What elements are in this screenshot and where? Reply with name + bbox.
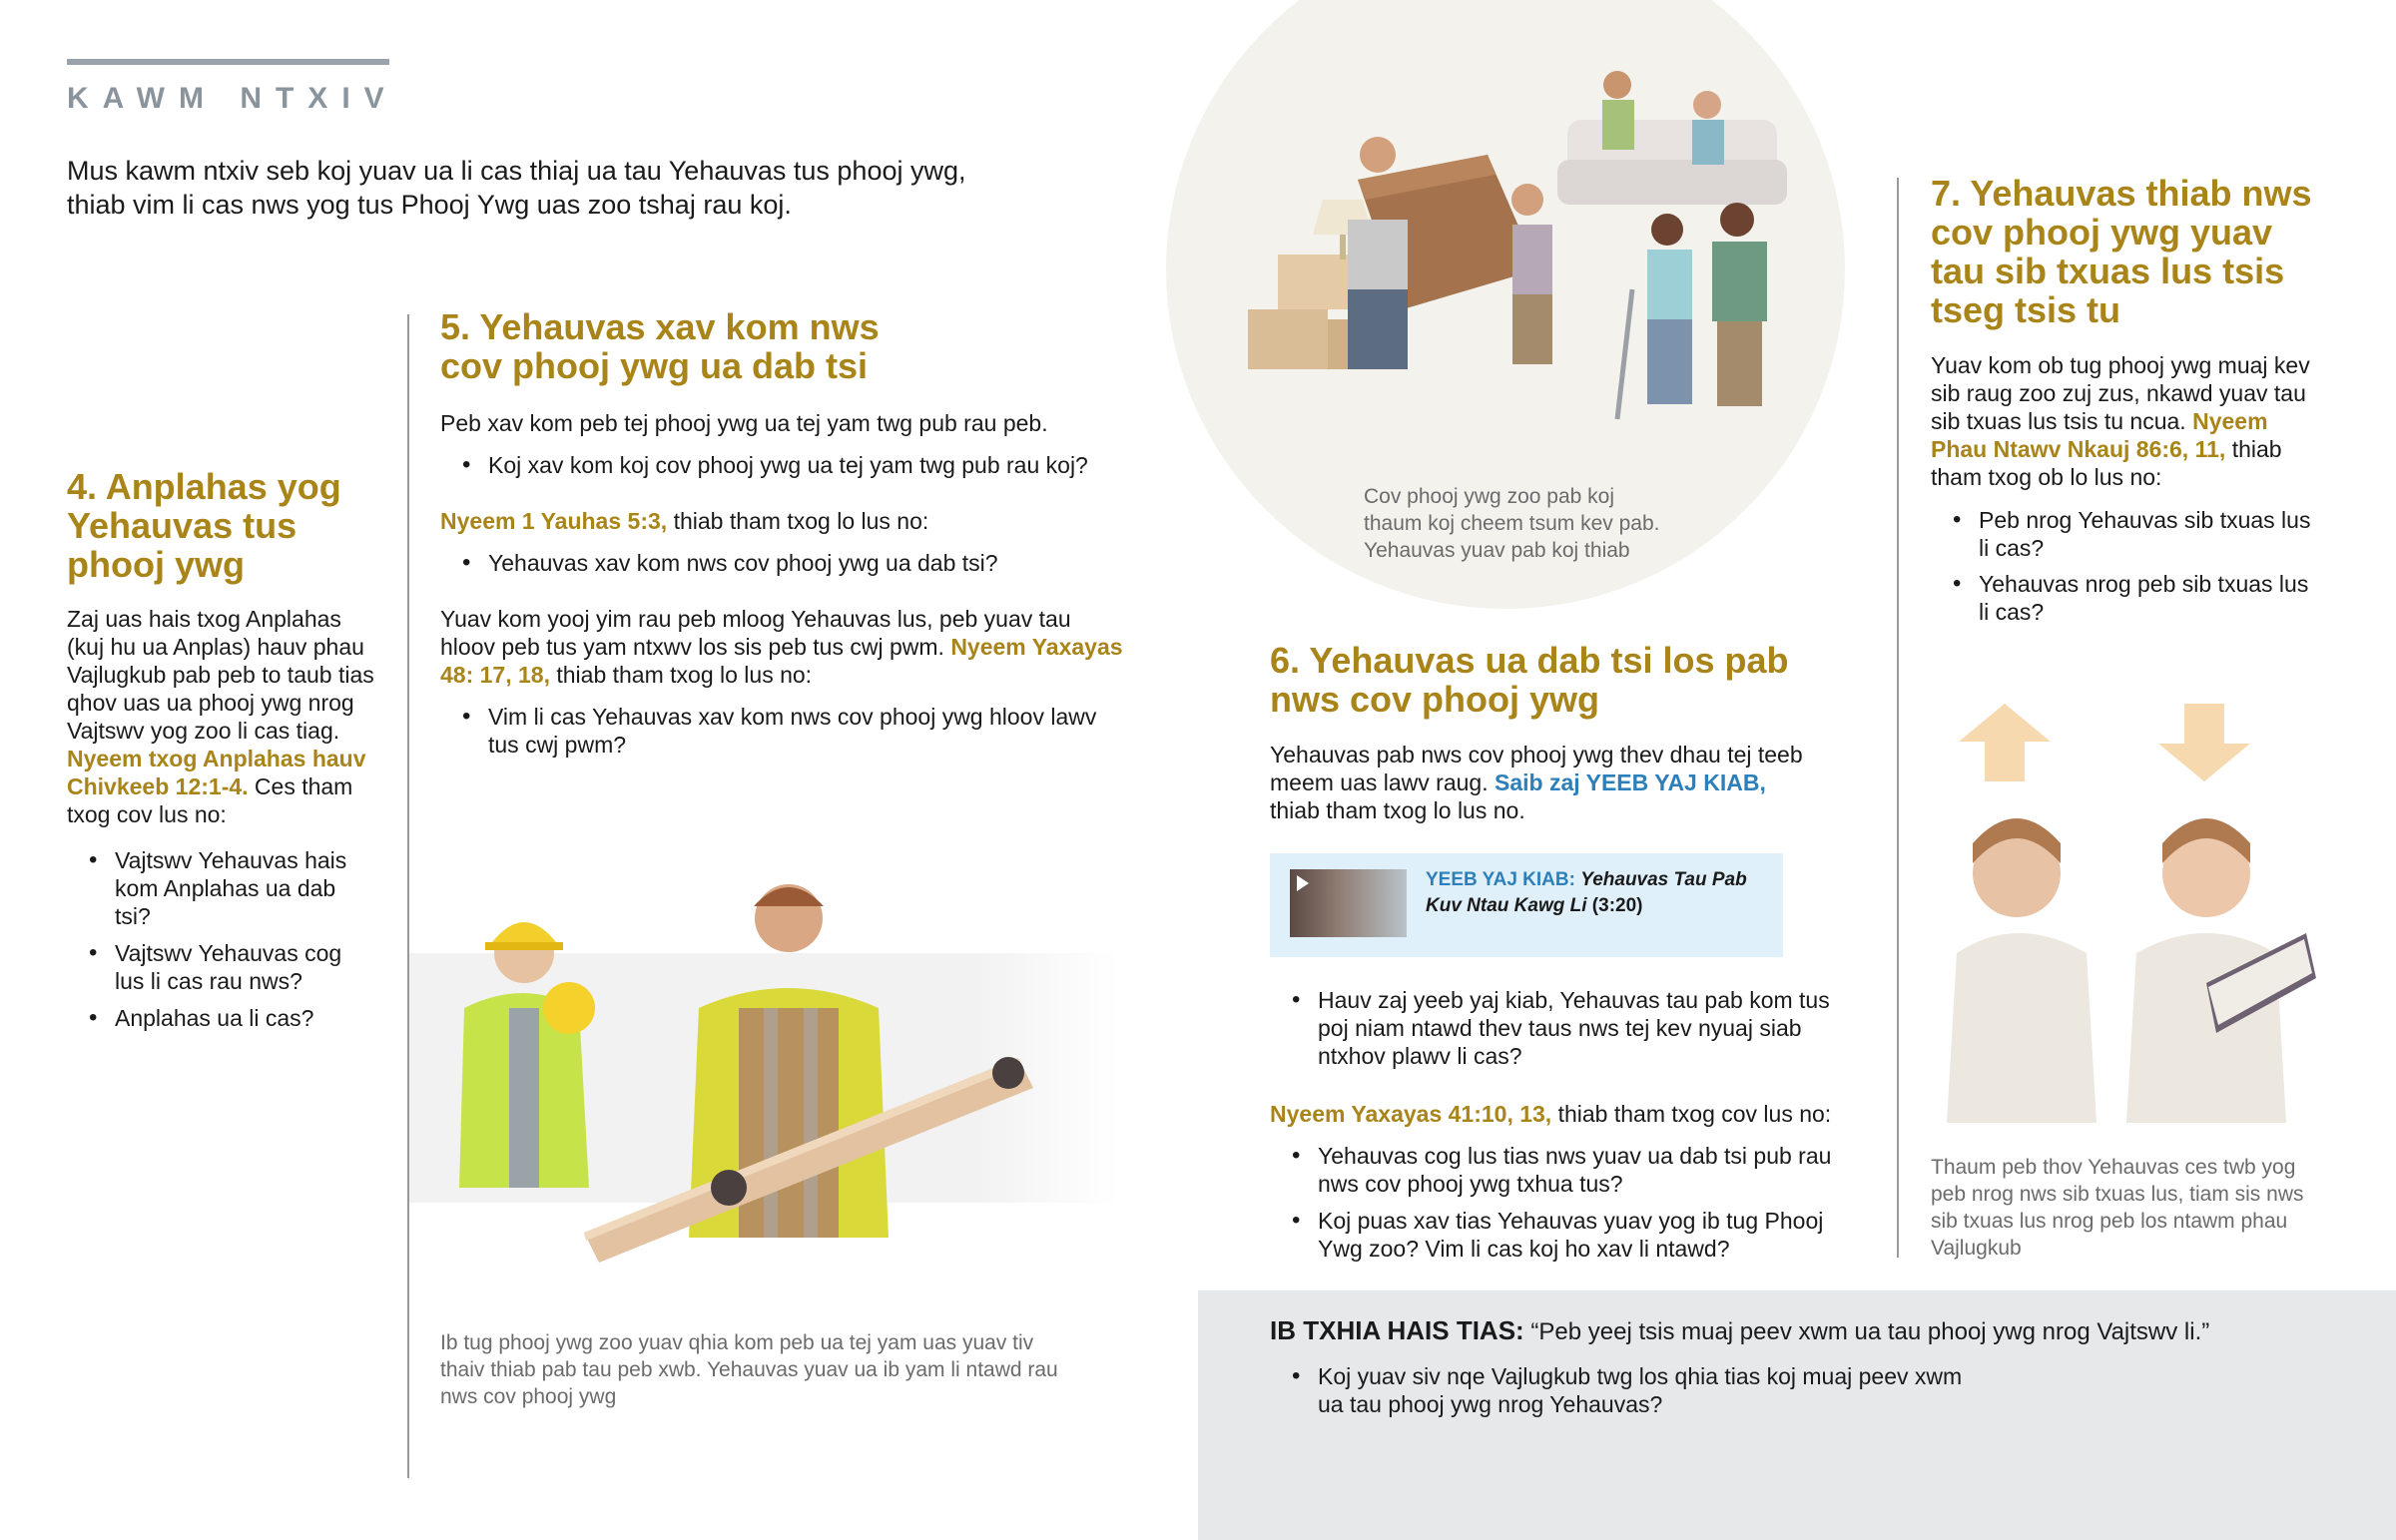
s5-after2: thiab tham txog lo lus no: (673, 508, 929, 534)
s4-body (67, 605, 376, 828)
column-divider (1897, 178, 1899, 1258)
illustration-construction-workers (409, 858, 1118, 1307)
video-thumbnail[interactable] (1290, 869, 1407, 937)
s4-questions (67, 846, 366, 1032)
s5-question: • Koj xav kom koj cov phooj ywg ua tej yam twg pub rau koj? (440, 451, 1139, 479)
arrow-down-icon (2158, 704, 2250, 781)
s6-p1-text: Yehauvas pab nws cov phooj ywg thev dhau tej teeb meem uas lawv raug. (1270, 742, 1803, 795)
s7-caption: Thaum peb thov Yehauvas ces twb yog peb nrog nws sib txuas lus, tiam sis nws sib txuas lus nrog peb los ntawm phau Vajlugkub (1931, 1156, 2304, 1260)
s5-question: • Yehauvas xav kom nws cov phooj ywg ua dab tsi? (440, 549, 1139, 577)
arrow-up-icon (1959, 704, 2051, 781)
s5-p3 (440, 605, 1129, 689)
s6-question: • Yehauvas cog lus tias nws yuav ua dab tsi pub rau nws cov phooj ywg txhua tus? (1270, 1142, 1849, 1198)
s6-ref2[interactable]: Nyeem Yaxayas 41:10, 13, (1270, 1101, 1552, 1127)
s6-question: • Koj puas xav tias Yehauvas yuav yog ib tug Phooj Ywg zoo? Vim li cas koj ho xav li ntawd? (1270, 1207, 1849, 1263)
s7-ref[interactable]: Nyeem Phau Ntawv Nkauj 86:6, 11, (1931, 408, 2268, 462)
s4-question: • Vajtswv Yehauvas hais kom Anplahas ua dab tsi? (67, 846, 366, 930)
s4-question: • Anplahas ua li cas? (67, 1004, 366, 1032)
s5-ref3[interactable]: Nyeem Yaxayas 48: 17, 18, (440, 634, 1123, 688)
s5-q1-list (440, 451, 1139, 479)
section-label: KAWM NTXIV (67, 82, 398, 115)
s5-q2-list (440, 549, 1139, 577)
video-label: YEEB YAJ KIAB: (1426, 869, 1575, 890)
illustration-prayer-and-bible (1947, 803, 2326, 1133)
s6-q1-list (1270, 986, 1849, 1070)
objection-box (1198, 1290, 2396, 1540)
video-text (1426, 867, 1775, 919)
s5-q3-list (440, 703, 1119, 759)
objection-line (1270, 1314, 2368, 1348)
s7-title: 7. Yehauvas thiab nws cov phooj ywg yuav tau sib txuas lus tsis tseg tsis tu (1931, 173, 2312, 330)
s6-after2: thiab tham txog cov lus no: (1557, 1101, 1832, 1127)
video-duration: (3:20) (1591, 895, 1643, 916)
s5-p2 (440, 507, 1139, 535)
s7-after: thiab tham txog ob lo lus no: (1931, 436, 2282, 490)
s4-title: 4. Anplahas yog Yehauvas tus phooj ywg (67, 466, 341, 585)
s7-body (1931, 351, 2320, 491)
s6-questions (1270, 1142, 1849, 1263)
s6-after1: thiab tham txog lo lus no. (1270, 797, 1525, 823)
intro-text: Mus kawm ntxiv seb koj yuav ua li cas thiaj ua tau Yehauvas tus phooj ywg, thiab vim li cas nws yog tus Phooj Ywg uas zoo tshaj rau koj. (67, 156, 966, 220)
objection-question: • Koj yuav siv nqe Vajlugkub twg los qhia tias koj muaj peev xwm ua tau phooj ywg nrog Yehauvas? (1270, 1362, 1989, 1418)
s4-after: Ces tham txog cov lus no: (67, 773, 353, 827)
s6-p1 (1270, 741, 1809, 824)
s4-body-text: Zaj uas hais txog Anplahas (kuj hu ua Anplas) hauv phau Vajlugkub pab peb to taub tias qhov uas ua phooj ywg nrog Vajtswv yog zoo li cas tiag. (67, 606, 374, 744)
s7-questions (1931, 506, 2320, 626)
s7-question: • Yehauvas nrog peb sib txuas lus li cas? (1931, 570, 2320, 626)
header-rule (67, 59, 389, 65)
s5-title: 5. Yehauvas xav kom nws cov phooj ywg ua dab tsi (440, 306, 880, 386)
s6-title: 6. Yehauvas ua dab tsi los pab nws cov phooj ywg (1270, 640, 1789, 720)
video-title[interactable]: Yehauvas Tau Pab Kuv Ntau Kawg Li (1426, 869, 1747, 916)
s5-caption: Ib tug phooj ywg zoo yuav qhia kom peb ua tej yam uas yuav tiv thaiv thiab pab tau peb xwb. Yehauvas yuav ua ib yam li ntawd rau nws cov phooj ywg (440, 1331, 1058, 1408)
s5-p1: Peb xav kom peb tej phooj ywg ua tej yam twg pub rau peb. (440, 410, 1048, 436)
s6-question: • Hauv zaj yeeb yaj kiab, Yehauvas tau pab kom tus poj niam ntawd thev taus nws tej kev nyuaj siab ntxhov plawv li cas? (1270, 986, 1849, 1070)
objection-quote: “Peb yeej tsis muaj peev xwm ua tau phooj ywg nrog Vajtswv li.” (1530, 1318, 2210, 1345)
objection-label: IB TXHIA HAIS TIAS: (1270, 1315, 1524, 1345)
s5-p3-text: Yuav kom yooj yim rau peb mloog Yehauvas lus, peb yuav tau hloov peb tus yam ntxwv los sis peb tus cwj pwm. (440, 606, 1071, 660)
s5-ref2[interactable]: Nyeem 1 Yauhas 5:3, (440, 508, 668, 534)
s4-question: • Vajtswv Yehauvas cog lus li cas rau nws? (67, 939, 366, 995)
s5-after3: thiab tham txog lo lus no: (556, 662, 813, 688)
s5-question: • Vim li cas Yehauvas xav kom nws cov phooj ywg hloov lawv tus cwj pwm? (440, 703, 1119, 759)
video-card[interactable] (1270, 853, 1783, 957)
s6-photo-caption: Cov phooj ywg zoo pab koj thaum koj cheem tsum kev pab. Yehauvas yuav pab koj thiab (1364, 485, 1660, 562)
illustration-helping-friends (1238, 60, 1797, 459)
s6-video-link[interactable]: Saib zaj YEEB YAJ KIAB, (1494, 770, 1766, 795)
play-icon[interactable] (1297, 875, 1309, 891)
objection-questions (1270, 1362, 1989, 1418)
s7-question: • Peb nrog Yehauvas sib txuas lus li cas? (1931, 506, 2320, 562)
s4-ref[interactable]: Nyeem txog Anplahas hauv Chivkeeb 12:1-4. (67, 746, 366, 799)
s7-body-text: Yuav kom ob tug phooj ywg muaj kev sib raug zoo zuj zus, nkawd yuav tau sib txuas lus tsis tu ncua. (1931, 352, 2310, 434)
s6-p2 (1270, 1100, 1869, 1128)
